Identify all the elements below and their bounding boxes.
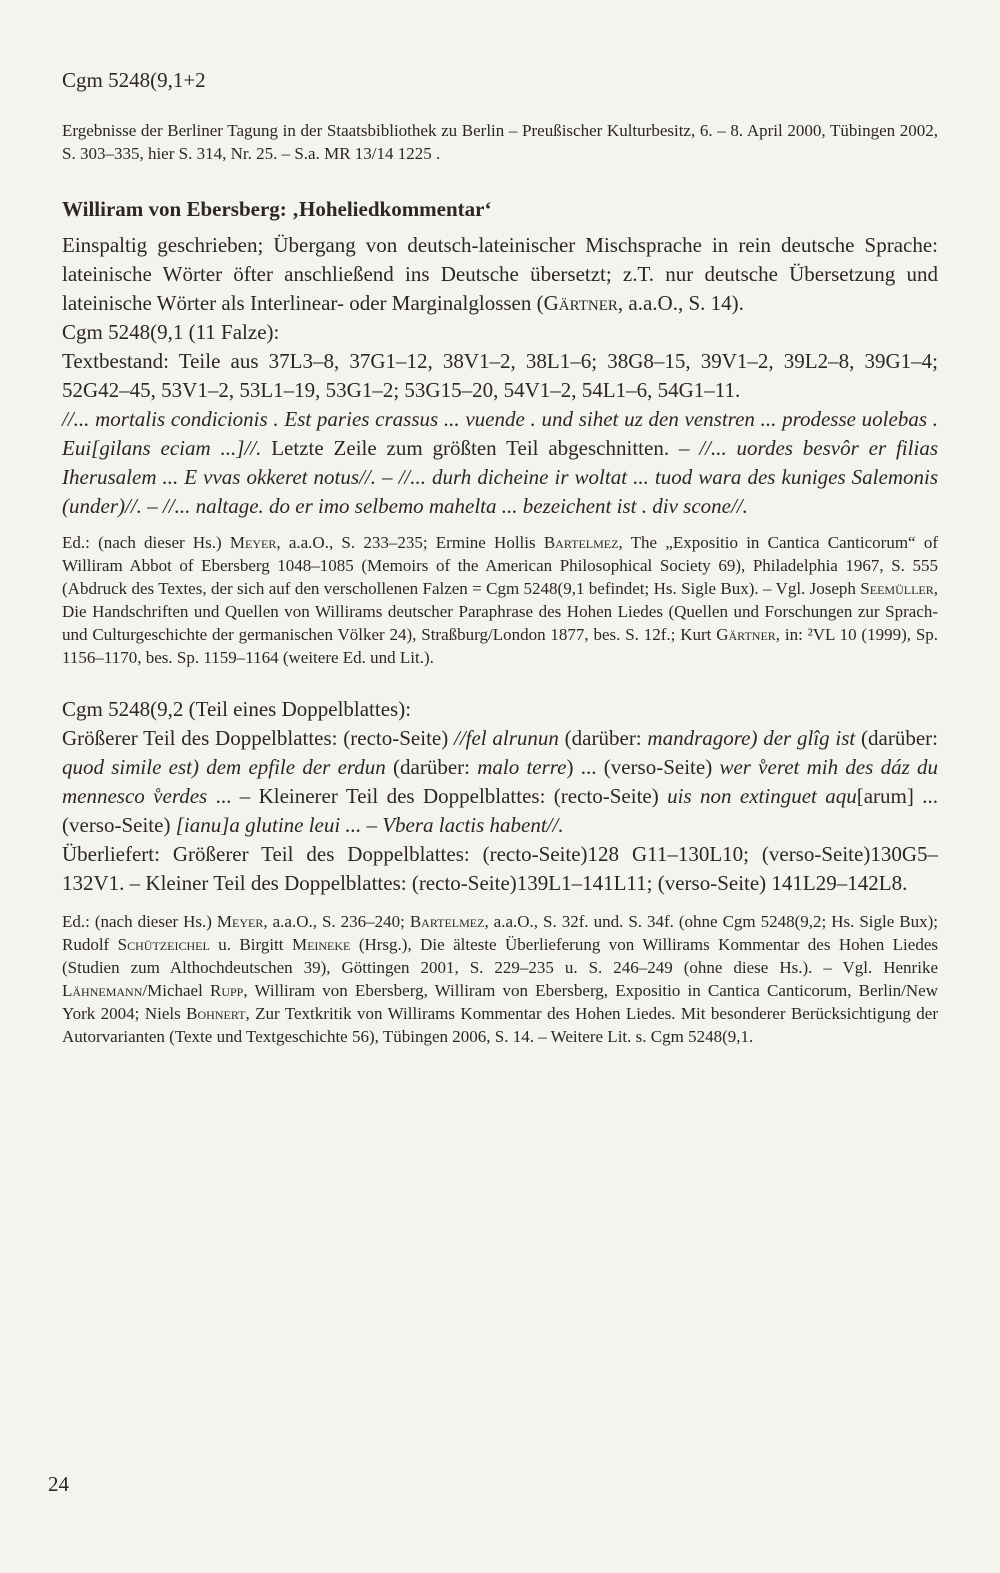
page-content [62, 68, 938, 1048]
fragment-1-quotation: //... mortalis condicionis . Est paries crassus ... vuende . und sihet uz den venstren ... prodesse uolebas . Eui[gilans eciam ...]//. Letzte Zeile zum größten Teil abgeschnitten. – //... uordes besvôr er filias Iherusalem ... E vvas okkeret notus//. – //... durh dicheine ir woltat ... tuod wara des kuniges Salemonis (under)//. – //... naltage. do er imo selbemo mahelta ... bezeichent ist . div scone//. [62, 407, 939, 518]
fragment-1-editions: Ed.: (nach dieser Hs.) Meyer, a.a.O., S. 233–235; Ermine Hollis Bartelmez, The „Expositio in Cantica Canticorum“ of Williram Abbot of Ebersberg 1048–1085 (Memoirs of the American Philosophical Society 69), Philadelphia 1967, S. 555 (Abdruck des Textes, der sich auf den verschollenen Falzen = Cgm 5248(9,1 befindet; Hs. Sigle Bux). – Vgl. Joseph Seemüller, Die Handschriften und Quellen von Willirams deutscher Paraphrase des Hohen Liedes (Quellen und Forschungen zur Sprach- und Culturgeschichte der germanischen Völker 24), Straßburg/London 1877, bes. S. 12f.; Kurt Gärtner, in: ²VL 10 (1999), Sp. 1156–1170, bes. Sp. 1159–1164 (weitere Ed. und Lit.). [62, 533, 939, 667]
fragment-2-ueberliefert: Überliefert: Größerer Teil des Doppelblattes: (recto-Seite)128 G11–130L10; (verso-Seite)130G5–132V1. – Kleiner Teil des Doppelblattes: (recto-Seite)139L1–141L11; (verso-Seite) 141L29–142L8. [62, 842, 938, 895]
running-header: Cgm 5248(9,1+2 [62, 68, 206, 92]
fragment-1-title: Cgm 5248(9,1 (11 Falze): [62, 320, 280, 344]
author-name: Gärtner [543, 291, 618, 315]
fragment-2-body: Größerer Teil des Doppelblattes: (recto-Seite) //fel alrunun (darüber: mandragore) der glîg ist (darüber: quod simile est) dem epfile der erdun (darüber: malo terre) ... (verso-Seite) wer v̊eret mih des dáz du mennesco v̊erdes ... – Kleinerer Teil des Doppelblattes: (recto-Seite) uis non extinguet aqu[arum] ... (verso-Seite) [ianu]a glutine leui ... – Vbera lactis habent//. [62, 726, 938, 837]
description-paragraph: Einspaltig geschrieben; Übergang von deutsch-lateinischer Mischsprache in rein deutsche Sprache: lateinische Wörter öfter anschließend ins Deutsche übersetzt; z.T. nur deutsche Übersetzung und lateinische Wörter als Interlinear- oder Marginalglossen (Gärtner, a.a.O., S. 14). [62, 233, 938, 315]
intro-paragraph: Ergebnisse der Berliner Tagung in der Staatsbibliothek zu Berlin – Preußischer Kulturbesitz, 6. – 8. April 2000, Tübingen 2002, S. 303–335, hier S. 314, Nr. 25. – S.a. MR 13/14 1225 . [62, 121, 938, 163]
fragment-1-textbestand: Textbestand: Teile aus 37L3–8, 37G1–12, 38V1–2, 38L1–6; 38G8–15, 39V1–2, 39L2–8, 39G1–4; 52G42–45, 53V1–2, 53L1–19, 53G1–2; 53G15–20, 54V1–2, 54L1–6, 54G1–11. [62, 349, 938, 402]
section-heading: Williram von Ebersberg: ‚Hoheliedkommentar‘ [62, 197, 492, 221]
page-number: 24 [48, 1472, 69, 1496]
fragment-2-editions: Ed.: (nach dieser Hs.) Meyer, a.a.O., S. 236–240; Bartelmez, a.a.O., S. 32f. und. S. 34f. (ohne Cgm 5248(9,2; Hs. Sigle Bux); Rudolf Schützeichel u. Birgitt Meineke (Hrsg.), Die älteste Überlieferung von Willirams Kommentar des Hohen Liedes (Studien zum Althochdeutschen 39), Göttingen 2001, S. 229–235 u. S. 246–249 (ohne diese Hs.). – Vgl. Henrike Lähnemann/Michael Rupp, Williram von Ebersberg, Williram von Ebersberg, Expositio in Cantica Canticorum, Berlin/New York 2004; Niels Bohnert, Zur Textkritik von Willirams Kommentar des Hohen Liedes. Mit besonderer Berücksichtigung der Autorvarianten (Texte und Textgeschichte 56), Tübingen 2006, S. 14. – Weitere Lit. s. Cgm 5248(9,1. [62, 912, 939, 1046]
fragment-2-title: Cgm 5248(9,2 (Teil eines Doppelblattes): [62, 697, 412, 721]
